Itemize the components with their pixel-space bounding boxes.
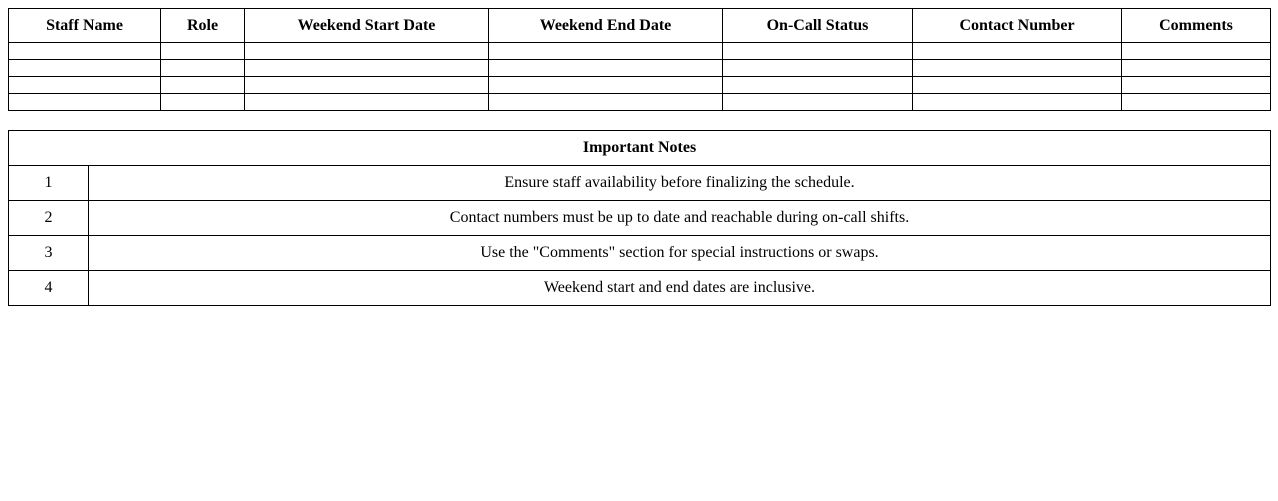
staff-name-cell[interactable]: [9, 77, 161, 94]
schedule-table: [8, 8, 1271, 111]
important-notes-table: [8, 130, 1271, 306]
header-role: Role: [161, 9, 245, 43]
on-call-status-cell[interactable]: [723, 77, 913, 94]
header-contact-number: Contact Number: [913, 9, 1122, 43]
note-number: 4: [9, 271, 89, 306]
header-weekend-start-date: Weekend Start Date: [245, 9, 489, 43]
staff-name-cell[interactable]: [9, 43, 161, 60]
note-text: Weekend start and end dates are inclusive.: [89, 271, 1271, 306]
comments-cell[interactable]: [1122, 94, 1271, 111]
weekend-end-date-cell[interactable]: [489, 60, 723, 77]
role-cell[interactable]: [161, 77, 245, 94]
on-call-status-cell[interactable]: [723, 60, 913, 77]
contact-number-cell[interactable]: [913, 43, 1122, 60]
note-number: 1: [9, 166, 89, 201]
on-call-status-cell[interactable]: [723, 94, 913, 111]
notes-title: Important Notes: [9, 131, 1271, 166]
weekend-end-date-cell[interactable]: [489, 77, 723, 94]
staff-name-cell[interactable]: [9, 94, 161, 111]
header-weekend-end-date: Weekend End Date: [489, 9, 723, 43]
table-row: [9, 43, 1271, 60]
note-text: Contact numbers must be up to date and reachable during on-call shifts.: [89, 201, 1271, 236]
table-row: [9, 94, 1271, 111]
notes-header-row: [9, 131, 1271, 166]
weekend-start-date-cell[interactable]: [245, 43, 489, 60]
on-call-status-cell[interactable]: [723, 43, 913, 60]
weekend-start-date-cell[interactable]: [245, 60, 489, 77]
header-on-call-status: On-Call Status: [723, 9, 913, 43]
contact-number-cell[interactable]: [913, 77, 1122, 94]
role-cell[interactable]: [161, 60, 245, 77]
weekend-end-date-cell[interactable]: [489, 43, 723, 60]
note-text: Use the "Comments" section for special instructions or swaps.: [89, 236, 1271, 271]
note-number: 3: [9, 236, 89, 271]
schedule-header-row: [9, 9, 1271, 43]
role-cell[interactable]: [161, 94, 245, 111]
note-row: [9, 236, 1271, 271]
table-row: [9, 60, 1271, 77]
role-cell[interactable]: [161, 43, 245, 60]
note-text: Ensure staff availability before finalizing the schedule.: [89, 166, 1271, 201]
note-row: [9, 271, 1271, 306]
weekend-start-date-cell[interactable]: [245, 77, 489, 94]
header-comments: Comments: [1122, 9, 1271, 43]
note-row: [9, 166, 1271, 201]
weekend-start-date-cell[interactable]: [245, 94, 489, 111]
contact-number-cell[interactable]: [913, 60, 1122, 77]
comments-cell[interactable]: [1122, 77, 1271, 94]
weekend-end-date-cell[interactable]: [489, 94, 723, 111]
table-row: [9, 77, 1271, 94]
note-number: 2: [9, 201, 89, 236]
header-staff-name: Staff Name: [9, 9, 161, 43]
comments-cell[interactable]: [1122, 60, 1271, 77]
note-row: [9, 201, 1271, 236]
staff-name-cell[interactable]: [9, 60, 161, 77]
contact-number-cell[interactable]: [913, 94, 1122, 111]
comments-cell[interactable]: [1122, 43, 1271, 60]
